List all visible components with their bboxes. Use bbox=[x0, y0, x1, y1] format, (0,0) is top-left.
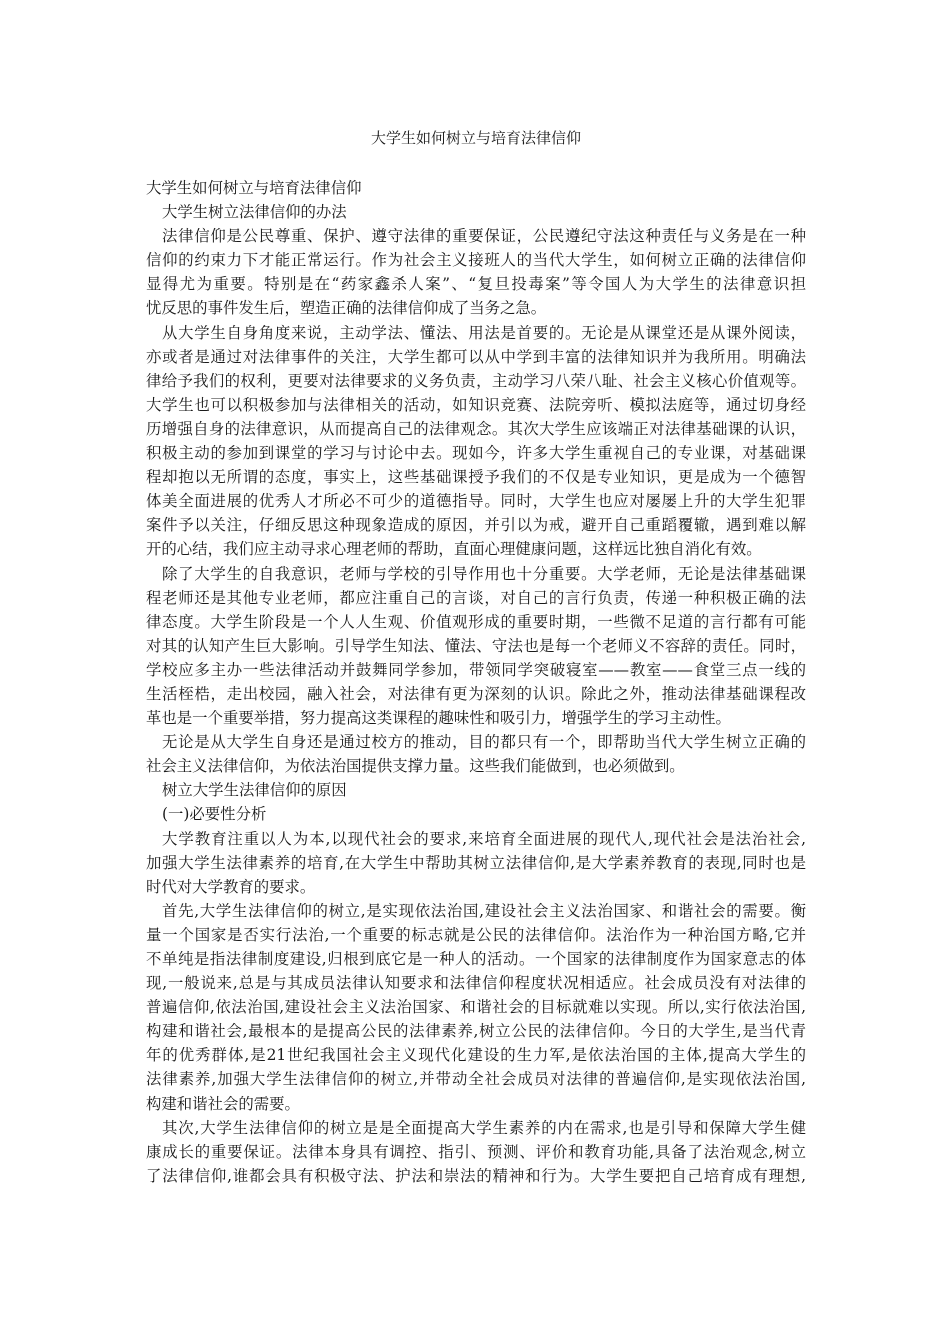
text-line: 学校应多主办一些法律活动并鼓舞同学参加，带领同学突破寝室——教室——食堂三点一线的 bbox=[146, 660, 806, 679]
text-line: 历增强自身的法律意识，从而提高自己的法律观念。其次大学生应该端正对法律基础课的认识， bbox=[146, 419, 806, 438]
text-line: 量一个国家是否实行法治,一个重要的标志就是公民的法律信仰。法治作为一种治国方略,它并 bbox=[146, 925, 806, 944]
text-line: 年的优秀群体,是21世纪我国社会主义现代化建设的生力军,是依法治国的主体,提高大学生的 bbox=[146, 1046, 806, 1065]
text-line: 程老师还是其他专业老师，都应注重自己的言谈，对自己的言行负责，传递一种积极正确的法 bbox=[146, 588, 806, 607]
text-line: 从大学生自身角度来说，主动学法、懂法、用法是首要的。无论是从课堂还是从课外阅读， bbox=[162, 323, 806, 342]
text-line: 信仰的约束力下才能正常运行。作为社会主义接班人的当代大学生，如何树立正确的法律信仰 bbox=[146, 251, 806, 270]
text-line: 除了大学生的自我意识，老师与学校的引导作用也十分重要。大学老师，无论是法律基础课 bbox=[162, 564, 806, 583]
text-line: 积极主动的参加到课堂的学习与讨论中去。现如今，许多大学生重视自己的专业课，对基础课 bbox=[146, 444, 806, 463]
text-line: 亦或者是通过对法律事件的关注，大学生都可以从中学到丰富的法律知识并为我所用。明确法 bbox=[146, 347, 806, 366]
text-line: 时代对大学教育的要求。 bbox=[146, 877, 316, 896]
text-line: (一)必要性分析 bbox=[162, 805, 267, 824]
text-line: 构建和谐社会的需要。 bbox=[146, 1094, 300, 1113]
document-body bbox=[146, 176, 806, 1188]
text-line: 加强大学生法律素养的培育,在大学生中帮助其树立法律信仰,是大学素养教育的表现,同时也是 bbox=[146, 853, 806, 872]
text-line: 案件予以关注，仔细反思这种现象造成的原因，并引以为戒，避开自己重蹈覆辙，遇到难以解 bbox=[146, 516, 806, 535]
text-line: 开的心结，我们应主动寻求心理老师的帮助，直面心理健康问题，这样远比独自消化有效。 bbox=[146, 540, 762, 559]
text-line: 忧反思的事件发生后，塑造正确的法律信仰成了当务之急。 bbox=[146, 299, 547, 318]
text-line: 律态度。大学生阶段是一个人人生观、价值观形成的重要时期，一些微不足道的言行都有可能 bbox=[146, 612, 806, 631]
text-line: 法律信仰是公民尊重、保护、遵守法律的重要保证，公民遵纪守法这种责任与义务是在一种 bbox=[162, 227, 806, 246]
text-line: 显得尤为重要。特别是在“药家鑫杀人案”、“复旦投毒案”等令国人为大学生的法律意识担 bbox=[146, 275, 806, 294]
text-line: 其次,大学生法律信仰的树立是是全面提高大学生素养的内在需求,也是引导和保障大学生健 bbox=[162, 1118, 806, 1137]
text-line: 律给予我们的权利，更要对法律要求的义务负责，主动学习八荣八耻、社会主义核心价值观等。 bbox=[146, 371, 806, 390]
text-line: 普遍信仰,依法治国,建设社会主义法治国家、和谐社会的目标就难以实现。所以,实行依法治国, bbox=[146, 998, 806, 1017]
text-line: 康成长的重要保证。法律本身具有调控、指引、预测、评价和教育功能,具备了法治观念,树立 bbox=[146, 1142, 806, 1161]
text-line: 无论是从大学生自身还是通过校方的推动，目的都只有一个，即帮助当代大学生树立正确的 bbox=[162, 733, 806, 752]
text-line: 革也是一个重要举措，努力提高这类课程的趣味性和吸引力，增强学生的学习主动性。 bbox=[146, 709, 731, 728]
text-line: 对其的认知产生巨大影响。引导学生知法、懂法、守法也是每一个老师义不容辞的责任。同时， bbox=[146, 636, 806, 655]
text-line: 体美全面进展的优秀人才所必不可少的道德指导。同时，大学生也应对屡屡上升的大学生犯罪 bbox=[146, 492, 806, 511]
text-line: 大学生树立法律信仰的办法 bbox=[162, 203, 347, 222]
text-line: 大学生如何树立与培育法律信仰 bbox=[146, 179, 362, 197]
text-line: 法律素养,加强大学生法律信仰的树立,并带动全社会成员对法律的普遍信仰,是实现依法治国, bbox=[146, 1070, 806, 1089]
text-line: 了法律信仰,谁都会具有积极守法、护法和崇法的精神和行为。大学生要把自己培育成有理想, bbox=[146, 1166, 806, 1185]
document-title: 大学生如何树立与培育法律信仰 bbox=[370, 129, 581, 147]
text-line: 不单纯是指法律制度建设,归根到底它是一种人的活动。一个国家的法律制度作为国家意志的体 bbox=[146, 950, 806, 968]
text-line: 大学教育注重以人为本,以现代社会的要求,来培育全面进展的现代人,现代社会是法治社会, bbox=[162, 829, 806, 848]
text-line: 首先,大学生法律信仰的树立,是实现依法治国,建设社会主义法治国家、和谐社会的需要。衡 bbox=[162, 901, 806, 920]
text-line: 社会主义法律信仰，为依法治国提供支撑力量。这些我们能做到，也必须做到。 bbox=[146, 757, 685, 776]
text-line: 大学生也可以积极参加与法律相关的活动，如知识竞赛、法院旁听、模拟法庭等，通过切身经 bbox=[146, 395, 806, 414]
text-line: 程却抱以无所谓的态度，事实上，这些基础课授予我们的不仅是专业知识，更是成为一个德智 bbox=[146, 468, 806, 487]
text-line: 生活桎梏，走出校园，融入社会，对法律有更为深刻的认识。除此之外，推动法律基础课程改 bbox=[146, 684, 806, 703]
text-line: 树立大学生法律信仰的原因 bbox=[162, 781, 347, 800]
text-line: 现,一般说来,总是与其成员法律认知要求和法律信仰程度状况相适应。社会成员没有对法律的 bbox=[146, 974, 806, 993]
text-line: 构建和谐社会,最根本的是提高公民的法律素养,树立公民的法律信仰。今日的大学生,是当代青 bbox=[146, 1022, 806, 1041]
